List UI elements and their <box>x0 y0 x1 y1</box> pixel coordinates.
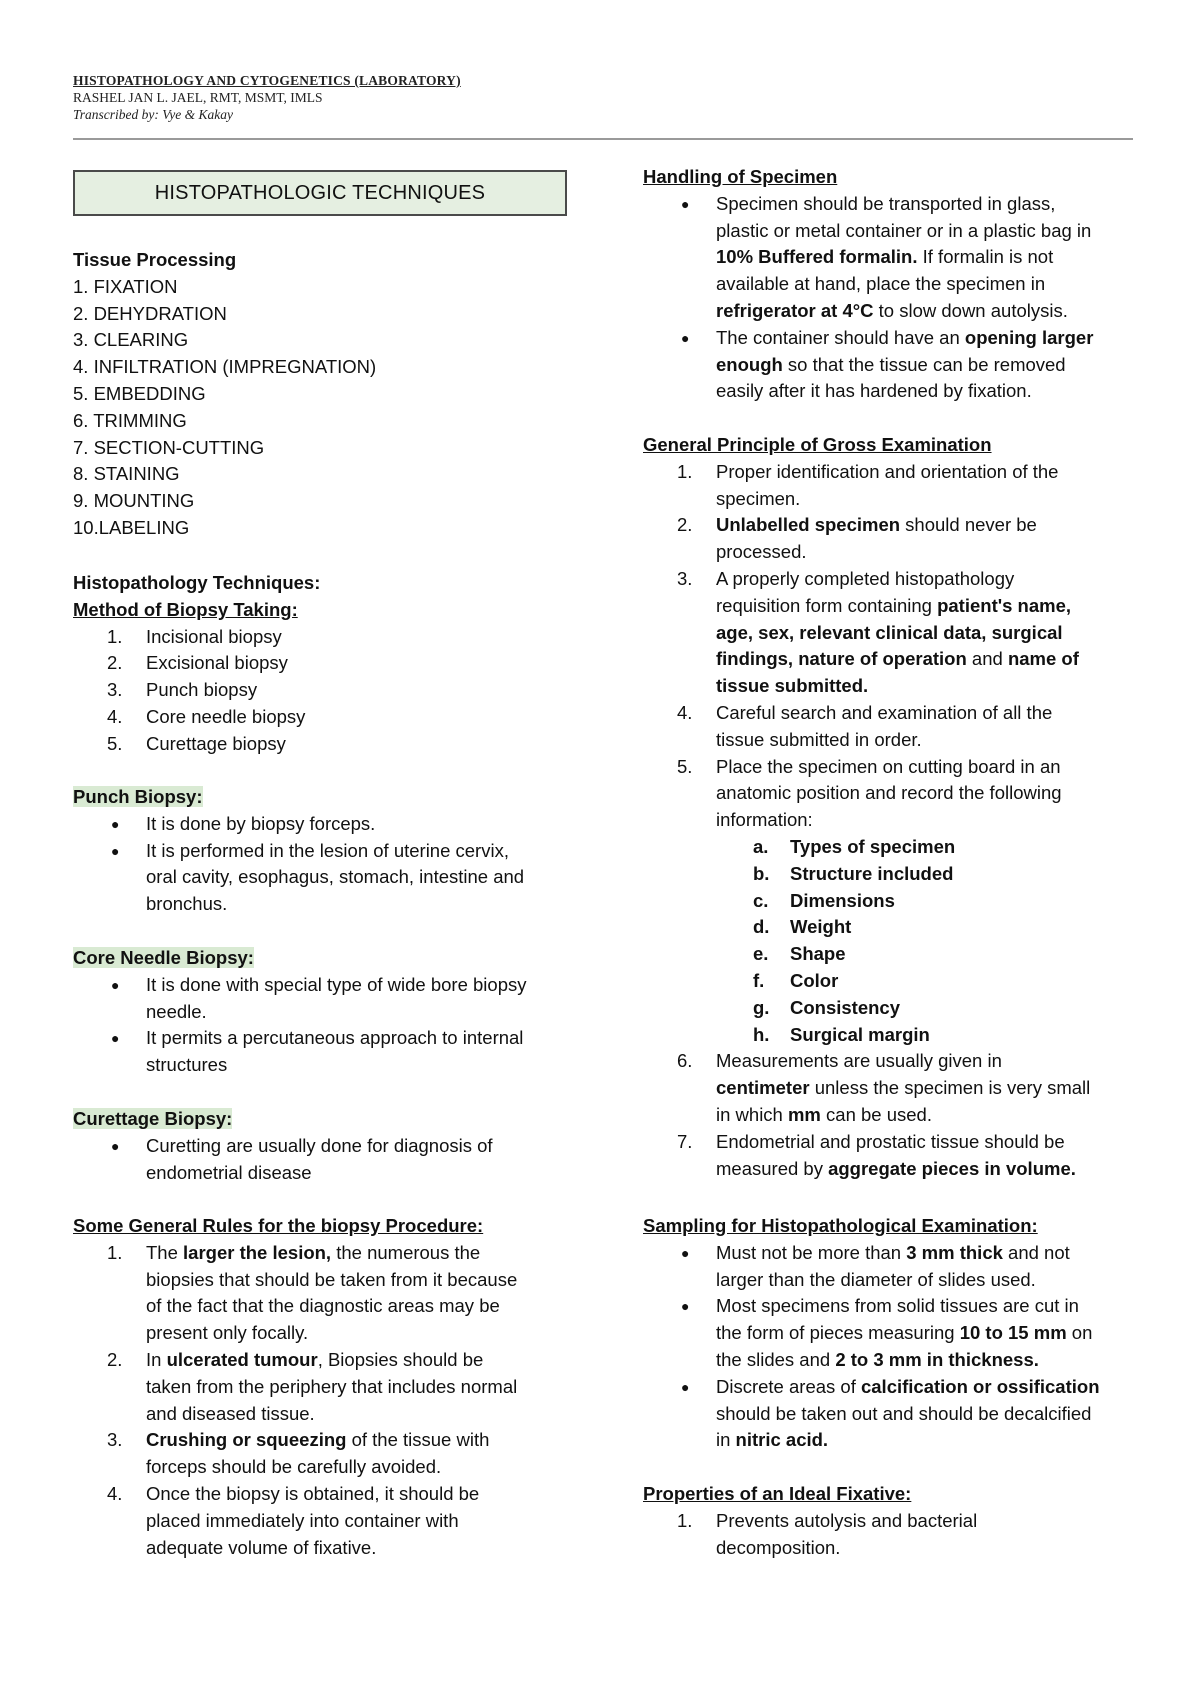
list-item: 4. Careful search and examination of all the tissue submitted in order. <box>677 701 1053 750</box>
sub-item: c. Dimensions <box>753 889 895 911</box>
process-step: 2. DEHYDRATION <box>73 302 227 324</box>
handling-section <box>643 164 1153 405</box>
bullet-item: ● The container should have an opening larger enough so that the tissue can be removed easily after it has hardened by fixation. <box>681 326 1094 402</box>
instructor-name: RASHEL JAN L. JAEL, RMT, MSMT, IMLS <box>73 90 323 105</box>
process-step: 5. EMBEDDING <box>73 382 206 404</box>
sub-item: g. Consistency <box>753 996 901 1018</box>
list-item: 2. In ulcerated tumour, Biopsies should be taken from the periphery that includes normal and diseased tissue. <box>107 1348 518 1424</box>
process-step: 3. CLEARING <box>73 329 189 351</box>
bullet-item: ● Specimen should be transported in glass, plastic or metal container or in a plastic bag in 10% Buffered formalin. If formalin is not available at hand, place the specimen in refrigerator at 4°C to slow down autolysis. <box>681 192 1092 321</box>
header-divider <box>73 138 1133 140</box>
sampling-section <box>643 1213 1163 1454</box>
list-item: 4. Once the biopsy is obtained, it should be placed immediately into container with adequate volume of fixative. <box>107 1482 480 1558</box>
list-item: 2. Excisional biopsy <box>107 652 288 674</box>
sub-item: d. Weight <box>753 916 852 938</box>
list-item: 2. Unlabelled specimen should never be processed. <box>677 514 1037 563</box>
process-step: 10.LABELING <box>73 516 190 538</box>
document-header <box>73 72 461 123</box>
section-title-box <box>73 170 567 216</box>
curettage-heading: Curettage Biopsy: <box>73 1108 233 1129</box>
list-item: 3. A properly completed histopathology requisition form containing patient's name, age, sex, relevant clinical data, surgical findings, nature of operation and name of tissue submitted. <box>677 567 1079 697</box>
techniques-section <box>73 570 573 758</box>
bullet-item: ● It is done with special type of wide bore biopsy needle. <box>111 973 527 1022</box>
section-title: HISTOPATHOLOGIC TECHNIQUES <box>154 181 486 204</box>
list-item: 3. Punch biopsy <box>107 679 258 701</box>
sub-item: f. Color <box>753 969 839 991</box>
sub-item: e. Shape <box>753 943 846 965</box>
gross-exam-heading: General Principle of Gross Examination <box>643 434 992 455</box>
biopsy-method-heading: Method of Biopsy Taking: <box>73 598 298 620</box>
list-item: 3. Crushing or squeezing of the tissue with forceps should be carefully avoided. <box>107 1429 490 1478</box>
list-item: 4. Core needle biopsy <box>107 705 306 727</box>
list-item: 1. The larger the lesion, the numerous the biopsies that should be taken from it because of the fact that the diagnostic areas may be present only focally. <box>107 1241 518 1344</box>
fixative-heading: Properties of an Ideal Fixative: <box>643 1483 912 1504</box>
gross-exam-section <box>643 432 1153 1182</box>
process-step: 7. SECTION-CUTTING <box>73 436 265 458</box>
list-item: 7. Endometrial and prostatic tissue should be measured by aggregate pieces in volume. <box>677 1130 1076 1179</box>
list-item: 1. Proper identification and orientation of the specimen. <box>677 460 1059 509</box>
list-item: 6. Measurements are usually given in centimeter unless the specimen is very small in which mm can be used. <box>677 1050 1091 1125</box>
general-rules-section <box>73 1213 583 1561</box>
bullet-item: ● It permits a percutaneous approach to internal structures <box>111 1027 524 1076</box>
punch-biopsy-section <box>73 784 573 918</box>
sub-item: b. Structure included <box>753 862 954 884</box>
fixative-section <box>643 1481 1153 1561</box>
process-step: 8. STAINING <box>73 463 180 485</box>
bullet-item: ● Most specimens from solid tissues are cut in the form of pieces measuring 10 to 15 mm on the slides and 2 to 3 mm in thickness. <box>681 1295 1093 1370</box>
tissue-processing-heading: Tissue Processing <box>73 249 237 270</box>
list-item: 5. Curettage biopsy <box>107 732 286 754</box>
curettage-section <box>73 1106 573 1186</box>
transcriber-note: Transcribed by: Vye & Kakay <box>73 107 233 122</box>
bullet-item: ● Must not be more than 3 mm thick and not larger than the diameter of slides used. <box>681 1241 1070 1290</box>
list-item: 5. Place the specimen on cutting board in an anatomic position and record the following information: <box>677 755 1062 831</box>
tissue-processing-section <box>73 247 376 542</box>
process-step: 6. TRIMMING <box>73 409 187 431</box>
bullet-item: ● It is performed in the lesion of uterine cervix, oral cavity, esophagus, stomach, intestine and bronchus. <box>111 839 525 915</box>
general-rules-heading: Some General Rules for the biopsy Procedure: <box>73 1215 484 1236</box>
course-title: HISTOPATHOLOGY AND CYTOGENETICS (LABORATORY) <box>73 73 461 88</box>
list-item: 1. Prevents autolysis and bacterial decomposition. <box>677 1509 978 1558</box>
bullet-item: ● Curetting are usually done for diagnosis of endometrial disease <box>111 1134 493 1183</box>
process-step: 9. MOUNTING <box>73 490 195 512</box>
bullet-item: ● It is done by biopsy forceps. <box>111 812 376 834</box>
sampling-heading: Sampling for Histopathological Examination: <box>643 1215 1038 1236</box>
sub-item: a. Types of specimen <box>753 835 956 857</box>
list-item: 1. Incisional biopsy <box>107 625 282 647</box>
process-step: 1. FIXATION <box>73 275 178 297</box>
bullet-item: ● Discrete areas of calcification or ossification should be taken out and should be decalcified in nitric acid. <box>681 1375 1100 1451</box>
core-needle-heading: Core Needle Biopsy: <box>73 947 254 968</box>
handling-heading: Handling of Specimen <box>643 166 838 187</box>
process-step: 4. INFILTRATION (IMPREGNATION) <box>73 356 377 378</box>
sub-item: h. Surgical margin <box>753 1023 930 1045</box>
techniques-heading: Histopathology Techniques: <box>73 572 321 593</box>
core-needle-section <box>73 945 573 1079</box>
punch-biopsy-heading: Punch Biopsy: <box>73 786 203 807</box>
